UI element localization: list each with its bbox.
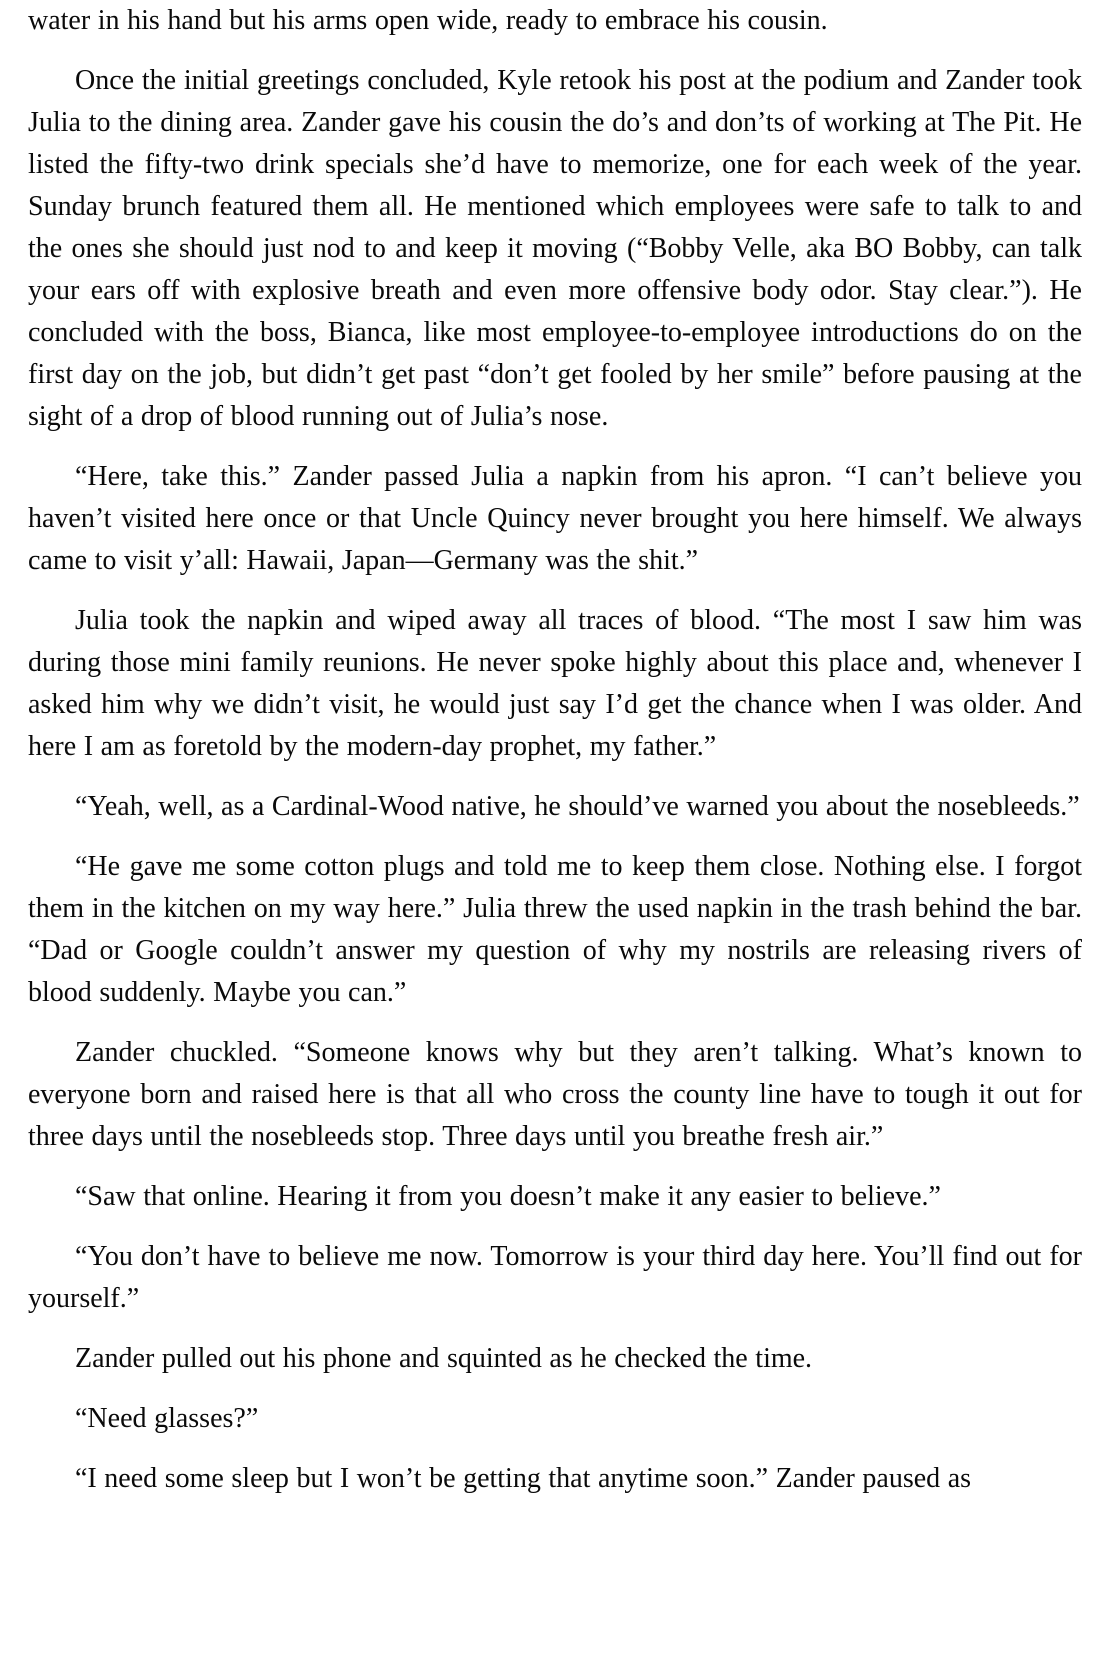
paragraph: “I need some sleep but I won’t be getting that anytime soon.” Zander paused as	[75, 1463, 972, 1494]
paragraph: “Yeah, well, as a Cardinal-Wood native, he should’ve warned you about the nosebleeds.”	[75, 791, 1080, 822]
paragraph: Zander chuckled. “Someone knows why but they aren’t talking. What’s known to everyone born and raised here is that all who cross the county line have to tough it out for three days until the nosebleeds stop. Three days until you breathe fresh air.”	[28, 1037, 1082, 1152]
paragraph: “He gave me some cotton plugs and told me to keep them close. Nothing else. I forgot them in the kitchen on my way here.” Julia threw the used napkin in the trash behind the bar. “Dad or Google couldn’t answer my question of why my nostrils are releasing rivers of blood suddenly. Maybe you can.”	[28, 851, 1082, 1008]
paragraph: “Need glasses?”	[75, 1403, 259, 1434]
paragraph: Once the initial greetings concluded, Kyle retook his post at the podium and Zander took Julia to the dining area. Zander gave his cousin the do’s and don’ts of working at The Pit. He listed the fifty-two drink specials she’d have to memorize, one for each week of the year. Sunday brunch featured them all. He mentioned which employees were safe to talk to and the ones she should just nod to and keep it moving (“Bobby Velle, aka BO Bobby, can talk your ears off with explosive breath and even more offensive body odor. Stay clear.”). He concluded with the boss, Bianca, like most employee-to-employee introductions do on the first day on the job, but didn’t get past “don’t get fooled by her smile” before pausing at the sight of a drop of blood running out of Julia’s nose.	[28, 65, 1082, 432]
paragraph: “You don’t have to believe me now. Tomorrow is your third day here. You’ll find out for yourself.”	[28, 1241, 1082, 1314]
paragraph: water in his hand but his arms open wide, ready to embrace his cousin.	[28, 5, 828, 36]
paragraph: Zander pulled out his phone and squinted as he checked the time.	[75, 1343, 813, 1374]
paragraph: “Here, take this.” Zander passed Julia a napkin from his apron. “I can’t believe you haven’t visited here once or that Uncle Quincy never brought you here himself. We always came to visit y’all: Hawaii, Japan—Germany was the shit.”	[28, 461, 1082, 576]
paragraph: Julia took the napkin and wiped away all traces of blood. “The most I saw him was during those mini family reunions. He never spoke highly about this place and, whenever I asked him why we didn’t visit, he would just say I’d get the chance when I was older. And here I am as foretold by the modern-day prophet, my father.”	[28, 605, 1082, 762]
paragraph: “Saw that online. Hearing it from you doesn’t make it any easier to believe.”	[75, 1181, 941, 1212]
